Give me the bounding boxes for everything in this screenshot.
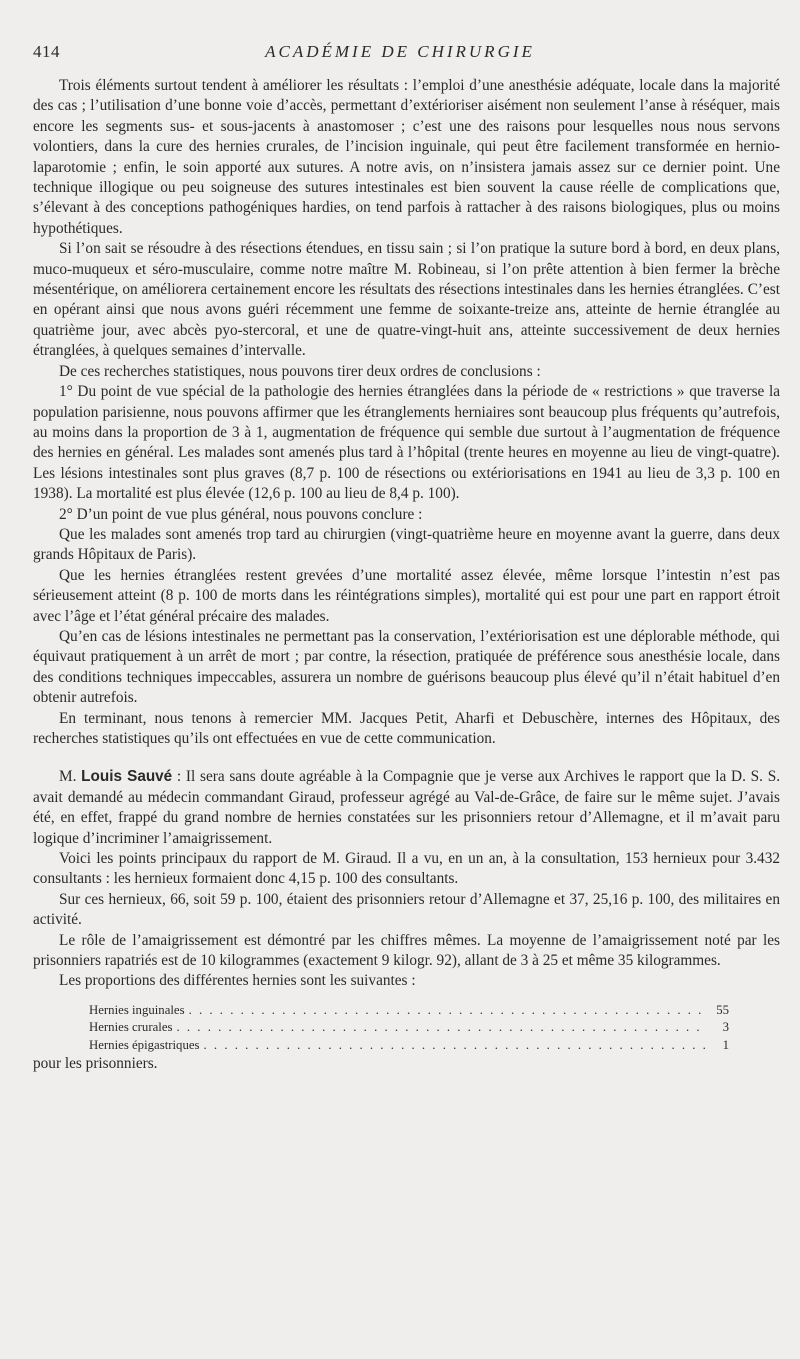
leader-dots [204,1037,705,1055]
paragraph: 1° Du point de vue spécial de la pathologie des hernies étranglées dans la période de « restrictions » que traverse la population parisienne, nous pouvons affirmer que les étranglements herniaires sont beaucoup plus fréquents qu’autrefois, au moins dans la proportion de 3 à 1, augmentation de fréquence qui semble due surtout à l’augmentation de fréquence des hernies en général. Les malades sont amenés plus tard à l’hôpital (trente heures en moyenne au lieu de vingt-quatre). Les lésions intestinales sont plus graves (8,7 p. 100 de résections ou extériorisations en 1941 au lieu de 3,3 p. 100 en 1938). La mortalité est plus élevée (12,6 p. 100 au lieu de 8,4 p. 100). [33,383,780,503]
paragraph: Si l’on sait se résoudre à des résections étendues, en tissu sain ; si l’on pratique la suture bord à bord, en deux plans, muco-muqueux et séro-musculaire, comme notre maître M. Robineau, si l’on prête attention à bien fermer la brèche mésentérique, on améliorera certainement encore les résultats des résections intestinales dans les hernies étranglées. C’est en opérant ainsi que nous avons guéri récemment une femme de soixante-treize ans, atteinte de hernie étranglée au quatrième jour, avec abcès pyo-stercoral, et une de quatre-vingt-huit ans, atteinte successivement de deux hernies étranglées, à quelques semaines d’intervalle. [33,240,780,360]
paragraph: Le rôle de l’amaigrissement est démontré par les chiffres mêmes. La moyenne de l’amaigrissement noté par les prisonniers rapatriés est de 10 kilogrammes (exactement 9 kilogr. 92), allant de 3 à 25 et même 35 kilogrammes. [33,931,780,970]
page-header [33,42,767,66]
section-gap [33,749,780,767]
leader-dots [189,1002,705,1020]
paragraph: Trois éléments surtout tendent à améliorer les résultats : l’emploi d’une anesthésie adéquate, locale dans la majorité des cas ; l’utilisation d’une bonne voie d’accès, permettant d’extérioriser aisément non seulement l’anse à réséquer, mais encore les segments sus- et sous-jacents à anastomoser ; c’est une des raisons pour lesquelles nous nous servons volontiers, dans la cure des hernies crurales, de l’incision inguinale, qui peut être facilement transformée en hernio-laparotomie ; enfin, le soin apporté aux sutures. A notre avis, on n’insistera jamais assez sur ce dernier point. Une technique illogique ou peu soigneuse des sutures intestinales est bien souvent la cause réelle de complications que, s’élevant à des conceptions pathogéniques hardies, on tend parfois à rattacher à des raisons biologiques, plus ou moins hypothétiques. [33,77,780,237]
paragraph: En terminant, nous tenons à remercier MM. Jacques Petit, Aharfi et Debuschère, internes des Hôpitaux, des recherches statistiques qu’ils ont effectuées en vue de cette communication. [33,709,780,747]
closing-line: pour les prisonniers. [33,1055,158,1073]
table-row [89,1037,729,1055]
paragraph: Sur ces hernieux, 66, soit 59 p. 100, étaient des prisonniers retour d’Allemagne et 37, 25,16 p. 100, des militaires en activité. [33,890,780,929]
table-row [89,1002,729,1020]
paragraph: Que les hernies étranglées restent grevées d’une mortalité assez élevée, même lorsque l’intestin n’est pas sérieusement atteint (8 p. 100 de morts dans les réintégrations simples), mortalité qui est pour une part en rapport étroit avec l’âge et l’état général précaire des malades. [33,566,780,625]
paragraph: Les proportions des différentes hernies sont les suivantes : [59,972,416,990]
paragraph: De ces recherches statistiques, nous pouvons tirer deux ordres de conclusions : [59,362,541,380]
paragraph: Qu’en cas de lésions intestinales ne permettant pas la conservation, l’extériorisation est une déplorable méthode, qui équivaut pratiquement à un arrêt de mort ; par contre, la résection, pratiquée de préférence sous anesthésie locale, dans des conditions techniques impeccables, assurera un nombre de guérisons beaucoup plus élevé qu’il n’était habituel d’en obtenir autrefois. [33,627,780,707]
paragraph: 2° D’un point de vue plus général, nous pouvons conclure : [59,505,423,523]
speaker-prefix: M. [59,768,82,786]
table-row-label: Hernies épigastriques [89,1037,200,1052]
table-row-value: 55 [716,1002,729,1017]
hernia-table [89,1002,729,1055]
intervention-paragraph [33,767,780,849]
table-row-value: 1 [722,1037,729,1052]
table-row-label: Hernies crurales [89,1020,173,1035]
intervention-opening: : Il sera sans doute agréable à la Compagnie que je verse aux Archives le rapport que la D. S. S. avait demandé au médecin commandant Giraud, professeur agrégé au Val-de-Grâce, de faire sur le même sujet. J’avais été, en effet, frappé du grand nombre de hernies constatées sur les prisonniers retour d’Allemagne, et il m’avait paru logique d’incriminer l’amaigrissement. [33,768,781,847]
paragraph: Voici les points principaux du rapport de M. Giraud. Il a vu, en un an, à la consultation, 153 hernieux pour 3.432 consultants : les hernieux formaient donc 4,15 p. 100 des consultants. [33,850,780,888]
body-text [33,76,780,1075]
speaker-name: Louis Sauvé [81,768,173,786]
paragraph: Que les malades sont amenés trop tard au chirurgien (vingt-quatrième heure en moyenne avant la guerre, dans deux grands Hôpitaux de Paris). [33,525,780,564]
table-row-value: 3 [722,1020,729,1035]
table-row [89,1019,729,1037]
table-row-label: Hernies inguinales [89,1002,185,1017]
running-title: ACADÉMIE DE CHIRURGIE [265,42,535,61]
leader-dots [177,1019,706,1037]
page-number: 414 [33,42,60,61]
